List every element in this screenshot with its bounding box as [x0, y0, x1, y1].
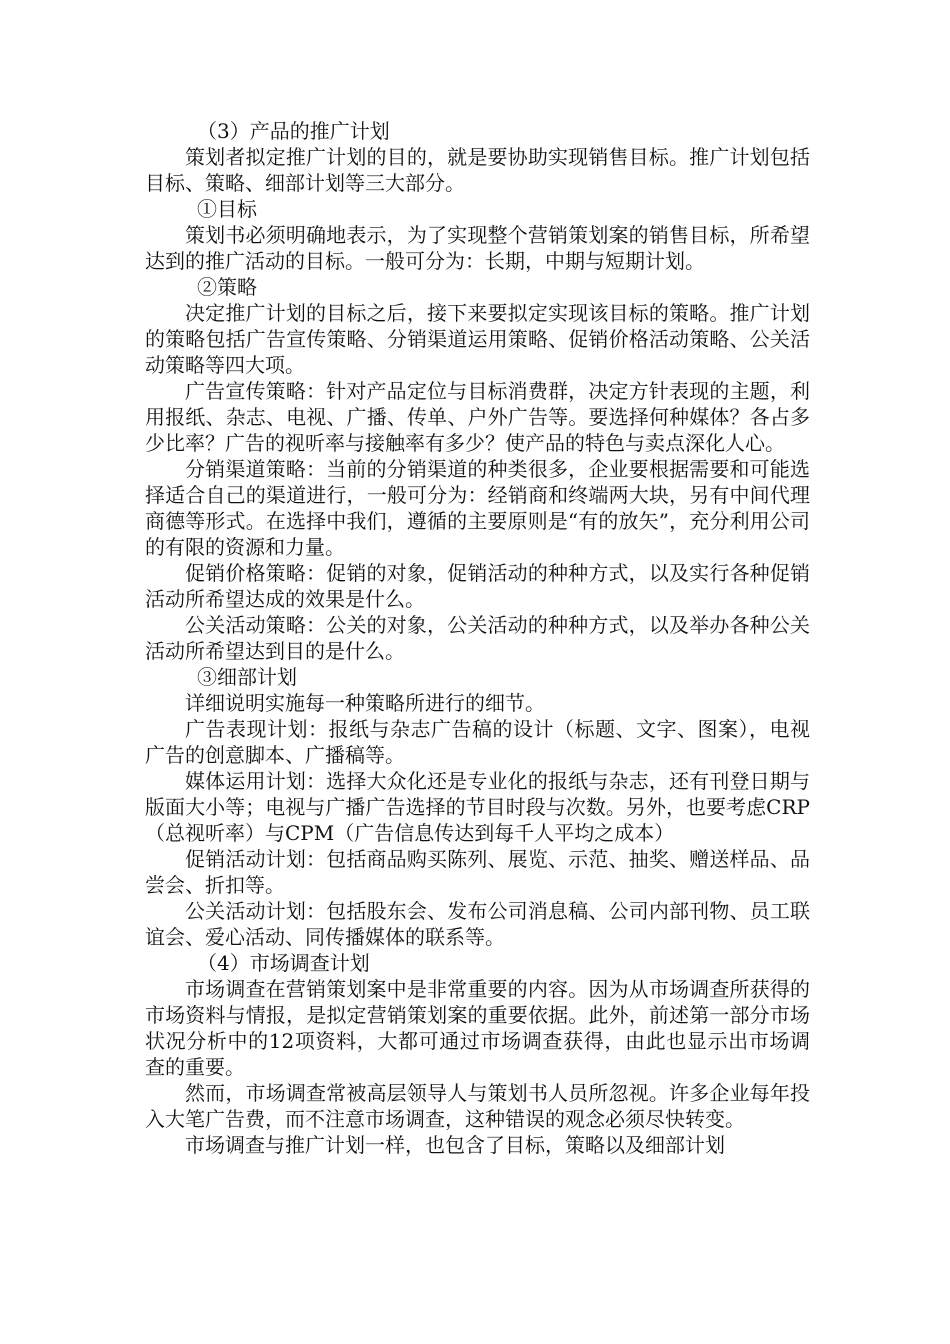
paragraph-ad-strategy: 广告宣传策略：针对产品定位与目标消费群，决定方针表现的主题，利用报纸、杂志、电视、广播、传单、户外广告等。要选择何种媒体？各占多少比率？广告的视听率与接触率有多少？使产品的特色与卖点深化人心。: [145, 379, 810, 455]
subheading-strategy: ②策略: [197, 275, 257, 299]
document-page: [145, 118, 810, 1158]
paragraph-price-strategy: 促销价格策略：促销的对象，促销活动的种种方式，以及实行各种促销活动所希望达成的效果是什么。: [145, 561, 810, 611]
paragraph-ad-plan: 广告表现计划：报纸与杂志广告稿的设计（标题、文字、图案），电视广告的创意脚本、广播稿等。: [145, 717, 810, 767]
paragraph-pr-strategy: 公关活动策略：公关的对象，公关活动的种种方式，以及举办各种公关活动所希望达到目的是什么。: [145, 613, 810, 663]
paragraph-detail-intro: 详细说明实施每一种策略所进行的细节。: [185, 691, 545, 715]
paragraph-promo-plan: 促销活动计划：包括商品购买陈列、展览、示范、抽奖、赠送样品、品尝会、折扣等。: [145, 847, 810, 897]
subheading-goal: ①目标: [197, 197, 257, 221]
paragraph-research-importance: 市场调查在营销策划案中是非常重要的内容。因为从市场调查所获得的市场资料与情报，是拟定营销策划案的重要依据。此外，前述第一部分市场状况分析中的12项资料，大都可通过市场调查获得，由此也显示出市场调查的重要。: [145, 977, 810, 1079]
paragraph-channel-strategy: 分销渠道策略：当前的分销渠道的种类很多，企业要根据需要和可能选择适合自己的渠道进行，一般可分为：经销商和终端两大块，另有中间代理商德等形式。在选择中我们，遵循的主要原则是“有的放矢”，充分利用公司的有限的资源和力量。: [145, 457, 810, 559]
paragraph-research-structure: 市场调查与推广计划一样，也包含了目标，策略以及细部计划: [185, 1133, 725, 1157]
subheading-detail-plan: ③细部计划: [197, 665, 297, 689]
paragraph-research-neglect: 然而，市场调查常被高层领导人与策划书人员所忽视。许多企业每年投入大笔广告费，而不注意市场调查，这种错误的观念必须尽快转变。: [145, 1081, 810, 1131]
paragraph-goal: 策划书必须明确地表示，为了实现整个营销策划案的销售目标，所希望达到的推广活动的目标。一般可分为：长期，中期与短期计划。: [145, 223, 810, 273]
paragraph-pr-plan: 公关活动计划：包括股东会、发布公司消息稿、公司内部刊物、员工联谊会、爱心活动、同传播媒体的联系等。: [145, 899, 810, 949]
section-heading-promotion-plan: （3）产品的推广计划: [197, 119, 390, 143]
paragraph-strategy: 决定推广计划的目标之后，接下来要拟定实现该目标的策略。推广计划的策略包括广告宣传策略、分销渠道运用策略、促销价格活动策略、公关活动策略等四大项。: [145, 301, 810, 377]
paragraph-media-plan: 媒体运用计划：选择大众化还是专业化的报纸与杂志，还有刊登日期与版面大小等；电视与广播广告选择的节目时段与次数。另外，也要考虑CRP（总视听率）与CPM（广告信息传达到每千人平均之成本）: [145, 769, 810, 845]
paragraph-promotion-purpose: 策划者拟定推广计划的目的，就是要协助实现销售目标。推广计划包括目标、策略、细部计划等三大部分。: [145, 145, 810, 195]
section-heading-market-research: （4）市场调查计划: [197, 951, 370, 975]
